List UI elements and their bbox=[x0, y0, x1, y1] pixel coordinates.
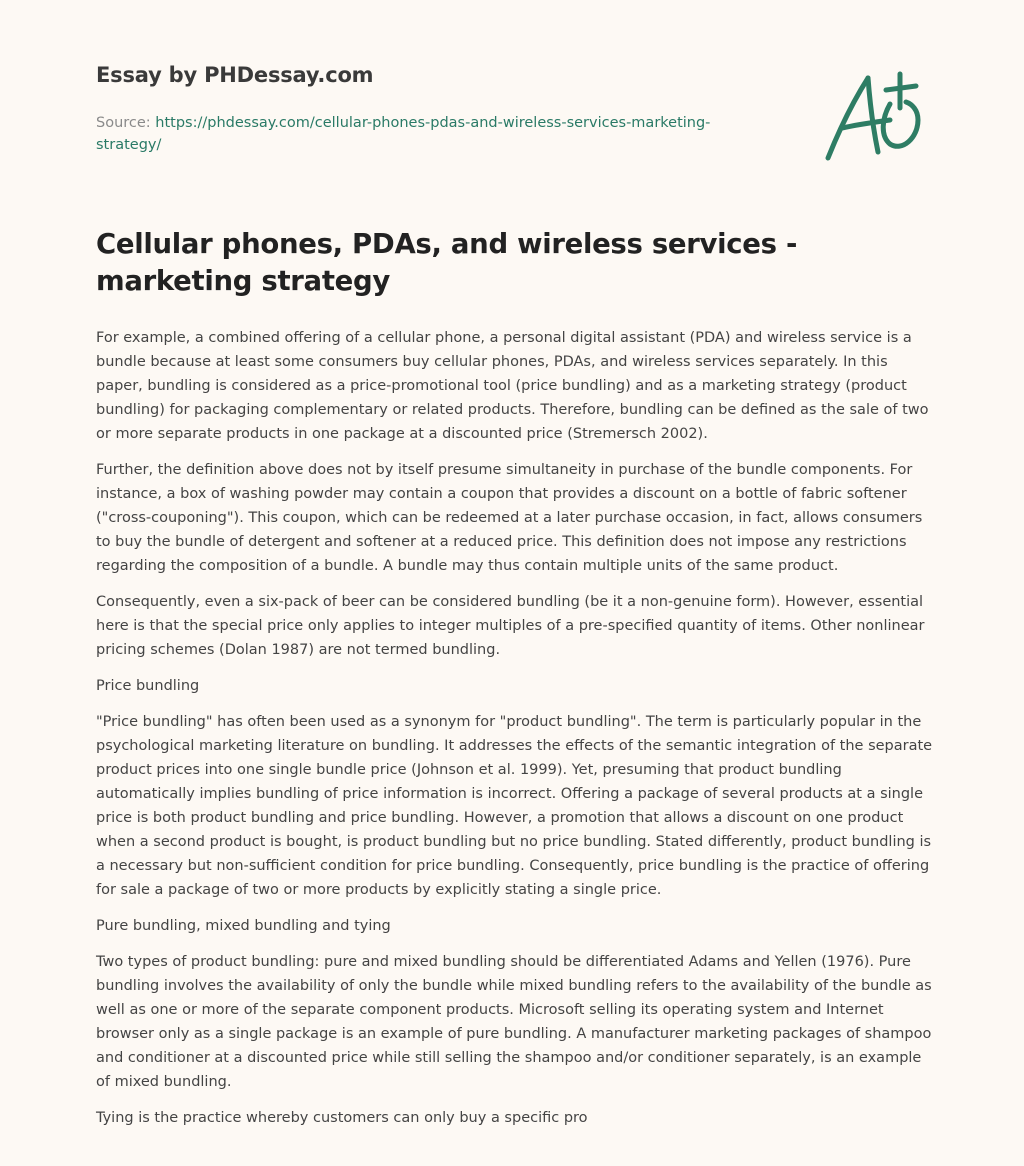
paragraph: Tying is the practice whereby customers can only buy a specific pro bbox=[96, 1110, 588, 1126]
a-plus-logo-icon bbox=[820, 66, 930, 166]
paragraph: Two types of product bundling: pure and mixed bundling should be differentiated Adams and Yellen (1976). Pure bundling involves the availability of only the bundle while mixed bundling refers to the availability of the bundle as well as one or more of the separate component products. Microsoft selling its operating system and Internet browser only as a single package is an example of pure bundling. A manufacturer marketing packages of shampoo and conditioner at a discounted price while still selling the shampoo and/or conditioner separately, is an example of mixed bundling. bbox=[96, 954, 932, 1090]
essay-title: Cellular phones, PDAs, and wireless services - marketing strategy bbox=[96, 228, 798, 297]
paragraph: Further, the definition above does not by itself presume simultaneity in purchase of the bundle components. For instance, a box of washing powder may contain a coupon that provides a discount on a bottle of fabric softener ("cross-couponing"). This coupon, which can be redeemed at a later purchase occasion, in fact, allows consumers to buy the bundle of detergent and softener at a reduced price. This definition does not impose any restrictions regarding the composition of a bundle. A bundle may thus contain multiple units of the same product. bbox=[96, 462, 923, 574]
essay-body bbox=[96, 326, 934, 1142]
paragraph: For example, a combined offering of a cellular phone, a personal digital assistant (PDA) and wireless service is a bundle because at least some consumers buy cellular phones, PDAs, and wireless services separately. In this paper, bundling is considered as a price-promotional tool (price bundling) and as a marketing strategy (product bundling) for packaging complementary or related products. Therefore, bundling can be defined as the sale of two or more separate products in one package at a discounted price (Stremersch 2002). bbox=[96, 330, 929, 442]
section-heading: Pure bundling, mixed bundling and tying bbox=[96, 918, 391, 934]
source-label: Source: bbox=[96, 115, 156, 131]
section-heading: Price bundling bbox=[96, 678, 200, 694]
site-title: Essay by PHDessay.com bbox=[96, 63, 374, 87]
source-line bbox=[96, 112, 736, 156]
paragraph: "Price bundling" has often been used as a synonym for "product bundling". The term is particularly popular in the psychological marketing literature on bundling. It addresses the effects of the semantic integration of the separate product prices into one single bundle price (Johnson et al. 1999). Yet, presuming that product bundling automatically implies bundling of price information is incorrect. Offering a package of several products at a single price is both product bundling and price bundling. However, a promotion that allows a discount on one product when a second product is bought, is product bundling but no price bundling. Stated differently, product bundling is a necessary but non-sufficient condition for price bundling. Consequently, price bundling is the practice of offering for sale a package of two or more products by explicitly stating a single price. bbox=[96, 714, 933, 898]
paragraph: Consequently, even a six-pack of beer can be considered bundling (be it a non-genuine form). However, essential here is that the special price only applies to integer multiples of a pre-specified quantity of items. Other nonlinear pricing schemes (Dolan 1987) are not termed bundling. bbox=[96, 594, 925, 658]
source-link[interactable]: https://phdessay.com/cellular-phones-pdas-and-wireless-services-marketing-strategy/ bbox=[96, 115, 711, 153]
